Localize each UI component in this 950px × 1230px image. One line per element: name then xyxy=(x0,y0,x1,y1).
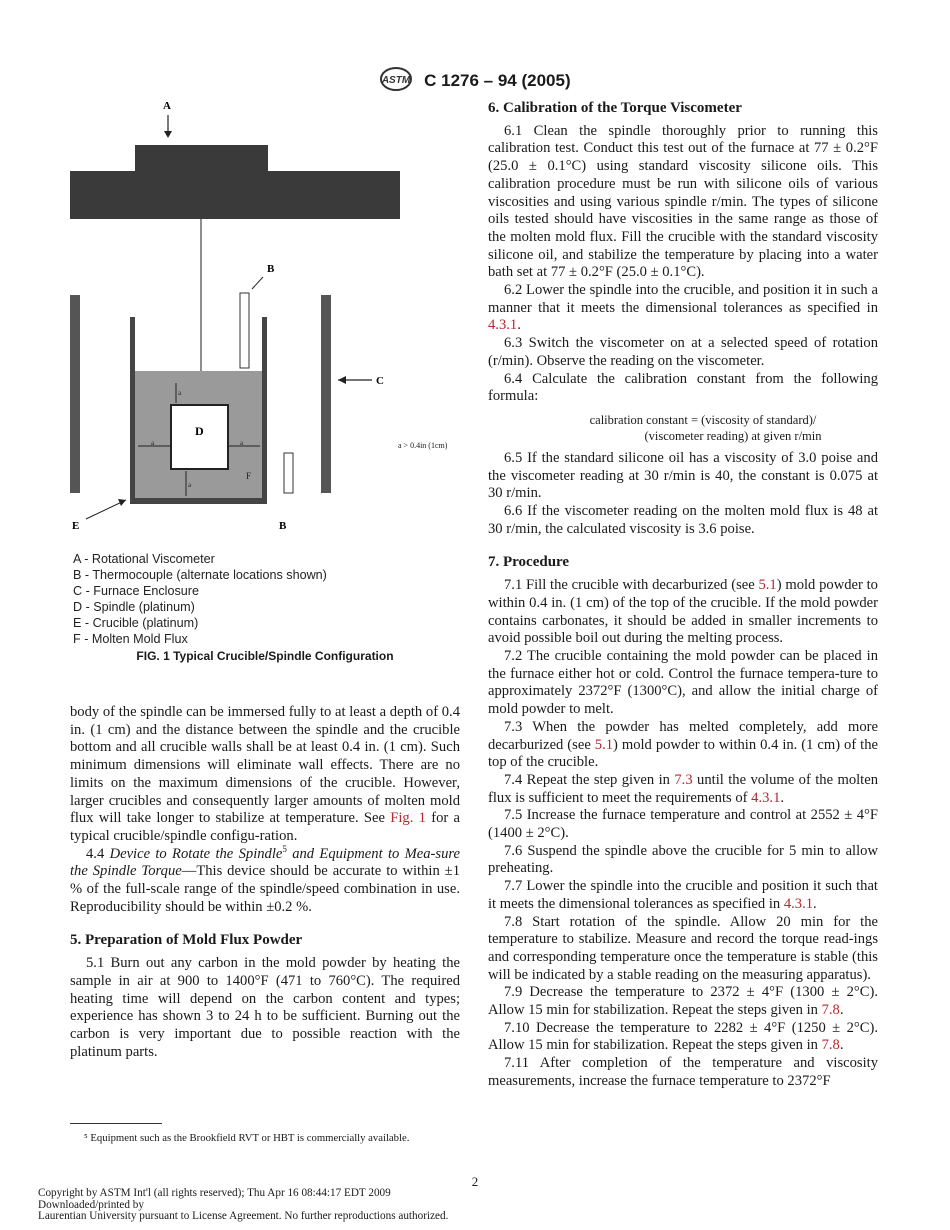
paragraph-6-5: 6.5 If the standard silicone oil has a viscosity of 3.0 poise and the viscometer reading at 30 r/min is 40, the constant is 0.075 at 30 r/min. xyxy=(488,449,878,502)
ref-7-3-link[interactable]: 7.3 xyxy=(674,771,693,788)
ref-5-1-link[interactable]: 5.1 xyxy=(594,736,614,753)
figure-1-crucible-diagram xyxy=(60,95,470,545)
paragraph-6-3: 6.3 Switch the viscometer on at a selected speed of rotation (r/min). Observe the reading on the viscometer. xyxy=(488,335,878,369)
dim-a-top: a xyxy=(178,389,182,397)
copyright-notice: Copyright by ASTM Int'l (all rights reserved); Thu Apr 16 08:44:17 EDT 2009 Downloaded/printed by Laurentian University pursuant to License Agreement. No further reproductions authorized. xyxy=(38,1187,449,1223)
paragraph-7-3: 7.3 When the powder has melted completely, add more decarburized (see 5.1) mold powder to within 0.4 in. (1 cm) of the top of the crucible. xyxy=(488,718,879,771)
legend-item: E - Crucible (platinum) xyxy=(73,616,199,630)
dim-a-right: a xyxy=(240,439,244,447)
label-a: A xyxy=(163,100,171,112)
legend-item: B - Thermocouple (alternate locations shown) xyxy=(73,568,327,582)
paragraph-7-1: 7.1 Fill the crucible with decarburized (see 5.1) mold powder to within 0.4 in. (1 cm) of the top of the crucible. If the mold powder contains carbonates, it should be added in smaller increments to avoid possible boil out during the melting process. xyxy=(488,577,878,647)
fig-1-link[interactable]: Fig. 1 xyxy=(390,810,426,827)
right-column xyxy=(488,100,878,1091)
paragraph-7-7: 7.7 Lower the spindle into the crucible and position it such that it meets the dimensional tolerances as specified in 4.3.1. xyxy=(488,878,878,912)
label-d: D xyxy=(195,424,204,438)
paragraph-7-2: 7.2 The crucible containing the mold powder can be placed in the furnace either hot or cold. Control the furnace tempera-ture to approximately 2372°F (1300°C), and allow the initial charge of mold powder to melt. xyxy=(488,647,878,718)
label-c: C xyxy=(376,375,384,387)
ref-4-3-1-link[interactable]: 4.3.1 xyxy=(783,895,814,912)
legend-item: C - Furnace Enclosure xyxy=(73,584,199,598)
paragraph-7-8: 7.8 Start rotation of the spindle. Allow 20 min for the temperature to stabilize. Measure and record the torque read-ings and corresponding temperature once the temperature is stable (this will be indicated by a stable reading on the measuring apparatus). xyxy=(488,913,878,983)
dimension-note: a > 0.4in (1cm) xyxy=(398,441,448,450)
calibration-formula: calibration constant = (viscosity of standard)/ (viscometer reading) at given r/min xyxy=(589,412,822,443)
dim-a-bottom: a xyxy=(188,481,192,489)
astm-logo-icon xyxy=(379,66,413,97)
figure-legend xyxy=(73,551,327,647)
ref-4-3-1-link[interactable]: 4.3.1 xyxy=(488,317,518,334)
paragraph-7-6: 7.6 Suspend the spindle above the crucible for 5 min to allow preheating. xyxy=(488,842,878,877)
paragraph-7-4: 7.4 Repeat the step given in 7.3 until the volume of the molten flux is sufficient to meet the requirements of 4.3.1. xyxy=(488,771,878,806)
paragraph-4-4: 4.4 Device to Rotate the Spindle$^5$ and Equipment to Mea-sure the Spindle Torque—This device should be accurate to within ±1 % of the full-scale range of the spindle/speed combination in use. Reproducibility should be within ±0.2 %. xyxy=(70,843,461,915)
paragraph-6-4: 6.4 Calculate the calibration constant from the following formula: xyxy=(488,370,878,405)
ref-5-1-link[interactable]: 5.1 xyxy=(758,577,777,594)
paragraph-7-10: 7.10 Decrease the temperature to 2282 ± 4°F (1250 ± 2°C). Allow 15 min for stabilization. Repeat the steps given in 7.8. xyxy=(488,1019,878,1054)
section-7-title: 7. Procedure xyxy=(488,554,570,571)
document-header xyxy=(0,66,950,97)
page-number: 2 xyxy=(471,1174,479,1189)
paragraph-4-3-cont: body of the spindle can be immersed fully to at least a depth of 0.4 in. (1 cm) and the distance between the spindle and the crucible bottom and all crucible walls shall be at least 0.4 in. (1 cm). Such minimum dimensions will eliminate wall effects. There are no limits on the maximum dimensions of the crucible. However, larger crucibles and consequently larger amounts of molten mold flux will take longer to stabilize at temperature. See Fig. 1 for a typical crucible/spindle configu-ration. xyxy=(70,704,460,844)
legend-item: D - Spindle (platinum) xyxy=(73,600,195,614)
paragraph-5-1: 5.1 Burn out any carbon in the mold powder by heating the sample in air at 900 to 1400°F (471 to 760°C). The required heating time will depend on the carbon content and types; experience has shown 3 to 24 h to be sufficient. Burning out the carbon is very important due to possible reaction with the platinum parts. xyxy=(70,955,460,1060)
paragraph-7-5: 7.5 Increase the furnace temperature and control at 2552 ± 4°F (1400 ± 2°C). xyxy=(488,807,878,842)
designation: C 1276 – 94 (2005) xyxy=(424,70,571,90)
footnote-5: ⁵ Equipment such as the Brookfield RVT or HBT is commercially available. xyxy=(84,1132,410,1144)
ref-7-8-link[interactable]: 7.8 xyxy=(821,1002,840,1019)
legend-item: A - Rotational Viscometer xyxy=(73,552,215,566)
paragraph-6-2: 6.2 Lower the spindle into the crucible, and position it in such a manner that it meets the dimensional tolerances as specified in 4.3.1. xyxy=(488,282,878,334)
legend-item: F - Molten Mold Flux xyxy=(73,632,188,646)
label-b-bottom: B xyxy=(279,520,287,532)
dim-a-left: a xyxy=(151,439,155,447)
paragraph-6-1: 6.1 Clean the spindle thoroughly prior to running this calibration test. Conduct this test out of the furnace at 77 ± 0.2°F (25.0 ± 0.1°C) using standard viscosity silicone oils. This calibration procedure must be run with silicone oils of various viscosities and using various spindle r/min. The types of silicone oils tested should have viscosities in the same range as those of the molten mold flux. Fill the crucible with the standard viscosity silicone oil, and stabilize the temperature by placing into a water bath set at 77 ± 0.2°F (25.0 ± 0.1°C). xyxy=(488,122,878,281)
figure-caption: FIG. 1 Typical Crucible/Spindle Configuration xyxy=(136,649,394,663)
paragraph-7-9: 7.9 Decrease the temperature to 2372 ± 4°F (1300 ± 2°C). Allow 15 min for stabilization. Repeat the steps given in 7.8. xyxy=(488,984,878,1019)
section-6-title: 6. Calibration of the Torque Viscometer xyxy=(488,100,742,116)
footnote-rule xyxy=(70,1123,162,1124)
paragraph-7-11: 7.11 After completion of the temperature and viscosity measurements, increase the furnace temperature to 2372°F xyxy=(488,1055,878,1089)
svg-text:ASTM: ASTM xyxy=(382,75,411,86)
paragraph-6-6: 6.6 If the viscometer reading on the molten mold flux is 48 at 30 r/min, the calculated viscosity is 3.6 poise. xyxy=(488,503,878,537)
label-f: F xyxy=(246,471,252,481)
left-column xyxy=(70,704,460,1061)
section-5-title: 5. Preparation of Mold Flux Powder xyxy=(70,932,303,949)
label-e: E xyxy=(72,520,80,532)
ref-4-3-1-link[interactable]: 4.3.1 xyxy=(751,789,781,806)
label-b-top: B xyxy=(267,263,275,275)
ref-7-8-link[interactable]: 7.8 xyxy=(821,1037,840,1054)
